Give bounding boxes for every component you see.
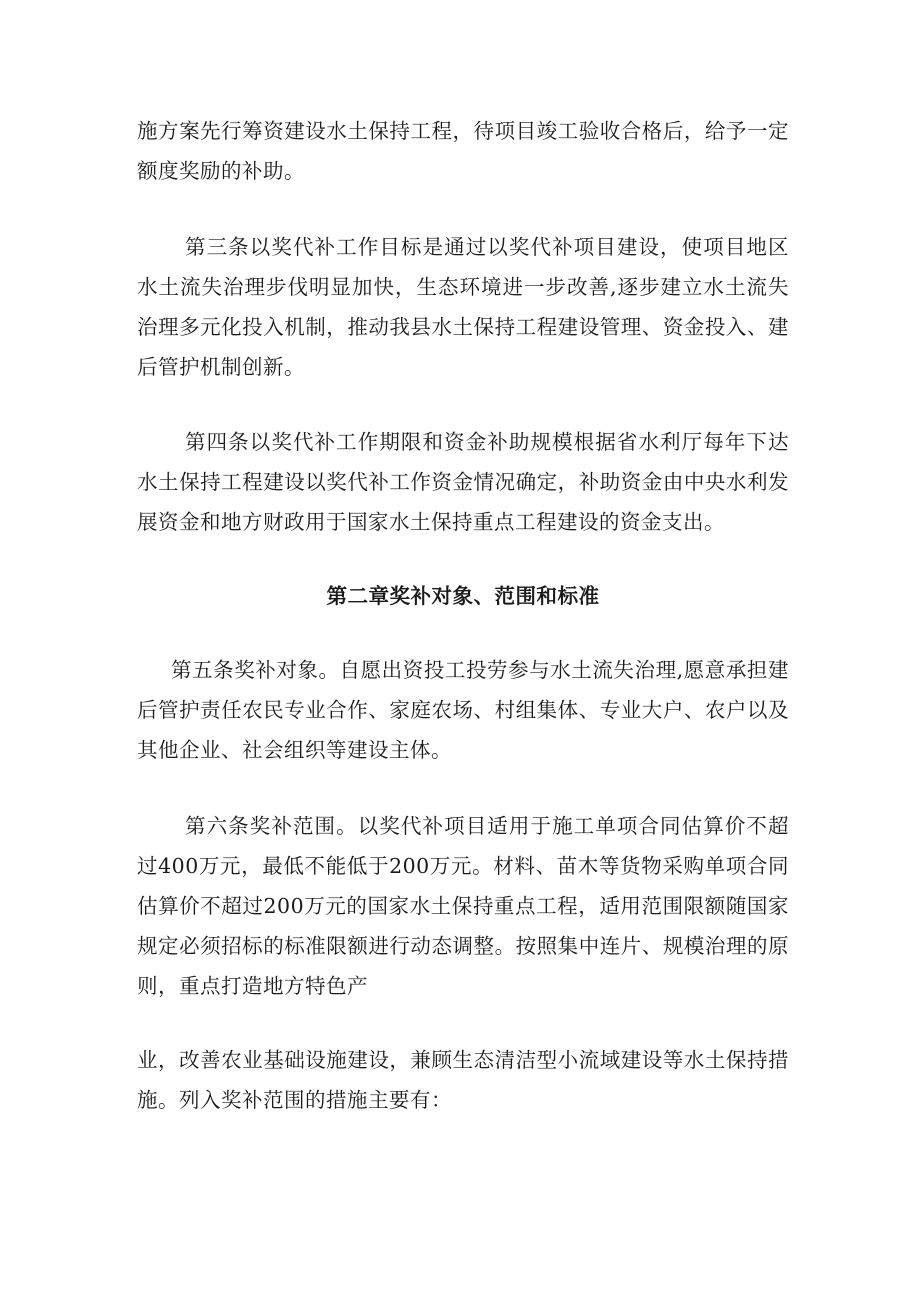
- paragraph-article-3: 第三条以奖代补工作目标是通过以奖代补项目建设，使项目地区水土流失治理步伐明显加快，生态环境进一步改善,逐步建立水土流失治理多元化投入机制，推动我县水土保持工程建设管理、资金投入、建后管护机制创新。: [137, 235, 789, 379]
- paragraph-continuation: 业，改善农业基础设施建设，兼顾生态清洁型小流域建设等水土保持措施。列入奖补范围的措施主要有：: [137, 1048, 789, 1112]
- paragraph-article-5: 第五条奖补对象。自愿出资投工投劳参与水土流失治理,愿意承担建后管护责任农民专业合作、家庭农场、村组集体、专业大户、农户以及其他企业、社会组织等建设主体。: [137, 658, 789, 762]
- paragraph-article-6: 第六条奖补范围。以奖代补项目适用于施工单项合同估算价不超过400万元，最低不能低于200万元。材料、苗木等货物采购单项合同估算价不超过200万元的国家水土保持重点工程，适用范围限额随国家规定必须招标的标准限额进行动态调整。按照集中连片、规模治理的原则，重点打造地方特色产: [137, 814, 789, 998]
- chapter-heading: 第二章奖补对象、范围和标准: [326, 584, 600, 608]
- document-page: [137, 111, 789, 1120]
- paragraph-article-4: 第四条以奖代补工作期限和资金补助规模根据省水利厅每年下达水土保持工程建设以奖代补工作资金情况确定，补助资金由中央水利发展资金和地方财政用于国家水土保持重点工程建设的资金支出。: [137, 430, 789, 534]
- paragraph-intro: 施方案先行筹资建设水土保持工程，待项目竣工验收合格后，给予一定额度奖励的补助。: [137, 119, 789, 183]
